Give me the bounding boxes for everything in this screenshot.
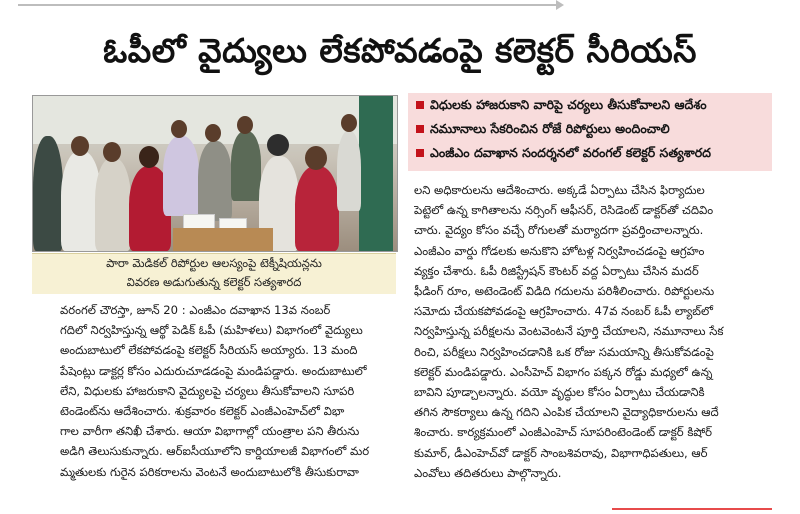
subhead-text: విధులకు హాజరుకాని వారిపై చర్యలు తీసుకోవాలని ఆదేశం — [430, 97, 707, 112]
bottom-divider — [612, 508, 772, 510]
square-bullet-icon — [416, 125, 424, 133]
article-line: ఎంవోలు తదితరులు పాల్గొన్నారు. — [414, 465, 562, 480]
article-line: లేని, విధులకు హాజరుకాని వైద్యులపై చర్యలు తీసుకోవాలని సూపరి — [60, 383, 355, 398]
subheads-box — [408, 93, 772, 171]
article-line: గాల వారీగా తనిఖీ చేశారు. ఆయా విభాగాల్లో యంత్రాల పని తీరును — [60, 424, 360, 439]
square-bullet-icon — [416, 101, 424, 109]
subhead-text: నమూనాలు సేకరించిన రోజే రిపోర్టులు అందించాలి — [430, 121, 670, 136]
article-line: కలెక్టర్ మండిపడ్డారు. ఎంసీహెచ్ విభాగం పక్కన రోడ్డు మధ్యలో ఉన్న — [414, 364, 713, 379]
article-line: పెట్టెలో ఉన్న కాగితాలను నర్సింగ్ ఆఫీసర్, రెసిడెంట్ డాక్టర్‌తో చదివిం — [414, 203, 714, 218]
article-line: లని అధికారులను ఆదేశించారు. అక్కడే ఏర్పాటు చేసిన ఫిర్యాదుల — [414, 183, 705, 197]
article-line: కుమార్, డీఎంహెచ్‌వో డాక్టర్ సాంబశివరావు, విభాగాధిపతులు, ఆర్ — [414, 445, 708, 460]
article-line: నిర్వహిస్తున్న పరీక్షలను వెంటవెంటనే పూర్తి చేయాలని, నమూనాలు సేక — [414, 324, 724, 339]
article-line: టెండెంట్‌ను ఆదేశించారు. శుక్రవారం కలెక్టర్ ఎంజీఎంహెచ్‌లో విభా — [60, 404, 345, 419]
article-line: చారు. వైద్యం కోసం వచ్చే రోగులతో మర్యాదగా ప్రవర్తించాలన్నారు. — [414, 223, 704, 238]
subhead-item — [408, 93, 772, 117]
article-line: ఫీడింగ్ రూం, అటెండెంట్ విడిది గదులను పరిశీలించారు. రిపోర్టులను — [414, 284, 715, 299]
article-line: సమోదు చేయకపోవడంపై ఆగ్రహించారు. 47వ నంబర్ ఓపీ ల్యాబ్‌లో — [414, 304, 713, 319]
article-left-column — [60, 300, 400, 482]
subhead-item — [408, 141, 772, 165]
article-right-column — [414, 180, 774, 483]
photo-caption — [32, 253, 396, 294]
article-line: గదిలో నిర్వహిస్తున్న ఆర్థో పెడిక్ ఓపీ (మహిళలు) విభాగంలో వైద్యులు — [60, 323, 363, 338]
article-line: తగిన సౌకర్యాలు ఉన్న గదిని ఎంపిక చేయాలని వైద్యాధికారులను ఆదే — [414, 405, 719, 420]
article-line: పేషెంట్లు డాక్టర్ల కోసం ఎదురుచూడడంపై మండిపడ్డారు. అందుబాటులో — [60, 363, 367, 378]
headline: ఓపీలో వైద్యులు లేకపోవడంపై కలెక్టర్ సీరియస్ — [103, 31, 697, 70]
caption-line: పారా మెడికల్ రిపోర్టుల ఆలస్యంపై టెక్నీషియన్లను — [106, 256, 322, 270]
article-line: వ్యక్తం చేశారు. ఓపీ రిజిస్ట్రేషన్ కౌంటర్ వద్ద ఏర్పాటు చేసిన మదర్ — [414, 263, 699, 278]
subhead-text: ఎంజీఎం దవాఖాన సందర్శనలో వరంగల్ కలెక్టర్ సత్యశారద — [430, 145, 711, 160]
article-line: వరంగల్ చౌరస్తా, జూన్ 20 : ఎంజీఎం దవాఖాన 13వ నంబర్ — [60, 303, 331, 317]
top-divider — [18, 4, 558, 6]
caption-line: వివరణ అడుగుతున్న కలెక్టర్ సత్యశారద — [126, 275, 302, 289]
article-line: రించి, పరీక్షలు నిర్వహించడానికి ఒక రోజు సమయాన్ని తీసుకోవడంపై — [414, 344, 714, 359]
square-bullet-icon — [416, 149, 424, 157]
article-line: అందుబాటులో లేకపోవడంపై కలెక్టర్ సీరియస్ అయ్యారు. 13 మంది — [60, 343, 358, 358]
article-line: మ్మతులకు గురైన పరికరాలను వెంటనే అందుబాటులోకి తీసుకురావా — [60, 464, 359, 479]
article-line: శించారు. కార్యక్రమంలో ఎంజీఎంహెచ్ సూపరింటెండెంట్ డాక్టర్ కిషోర్ — [414, 425, 713, 440]
subhead-item — [408, 117, 772, 141]
article-line: ఎంజీఎం వార్డు గోడలకు అనుకొని హోటళ్ల నిర్వహించడంపై ఆగ్రహం — [414, 243, 705, 258]
article-line: బావిని పూడ్చాలన్నారు. వయో వృద్ధుల కోసం ఏర్పాటు చేయడానికి — [414, 385, 705, 400]
article-line: అడిగి తెలుసుకున్నారు. ఆర్‌ఐసీయూలోని కార్డియాలజీ విభాగంలో మర — [60, 444, 370, 459]
news-photo — [32, 95, 398, 252]
